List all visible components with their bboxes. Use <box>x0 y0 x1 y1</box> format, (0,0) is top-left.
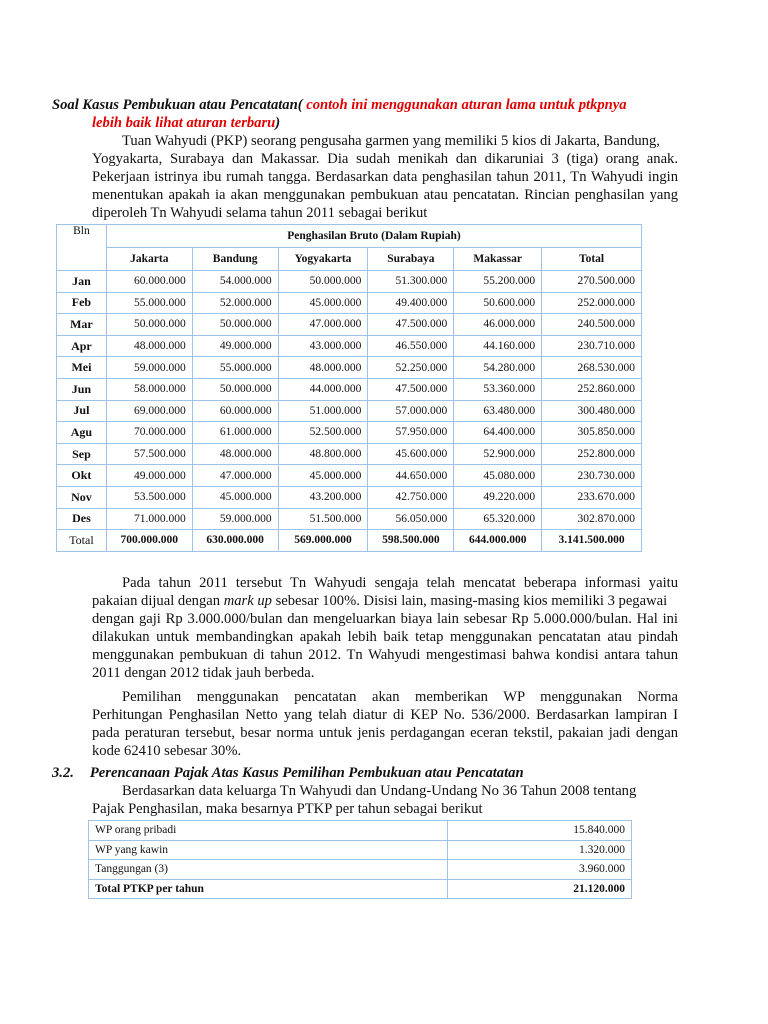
para2-l2-post: sebesar 100%. Disisi lain, masing-masing kios memiliki 3 pegawai <box>271 593 668 609</box>
para2-line-4: dilakukan untuk membandingkan apakah lebih baik tetap menggunakan pencatatan atau pindah <box>92 629 678 645</box>
month-cell: Mar <box>57 314 107 336</box>
header-bln: Bln <box>57 225 107 271</box>
value-cell: 45.080.000 <box>454 465 542 487</box>
header-makassar: Makassar <box>454 248 542 271</box>
income-table <box>56 224 642 552</box>
month-cell: Mei <box>57 357 107 379</box>
section-heading <box>52 764 524 782</box>
income-table-subheader-row <box>57 248 642 271</box>
income-table-body <box>57 271 642 552</box>
value-cell: 50.600.000 <box>454 292 542 314</box>
value-cell: 252.000.000 <box>542 292 642 314</box>
value-cell: 53.500.000 <box>106 486 192 508</box>
ptkp-value: 3.960.000 <box>448 860 632 880</box>
value-cell: 50.000.000 <box>278 271 368 293</box>
ptkp-row <box>89 860 632 880</box>
value-cell: 54.000.000 <box>192 271 278 293</box>
value-cell: 45.600.000 <box>368 443 454 465</box>
para3-line-1: Pemilihan menggunakan pencatatan akan memberikan WP menggunakan Norma <box>122 689 678 705</box>
header-jakarta: Jakarta <box>106 248 192 271</box>
value-cell: 54.280.000 <box>454 357 542 379</box>
income-table-row <box>57 335 642 357</box>
section-number: 3.2. <box>52 765 74 781</box>
income-table-row <box>57 443 642 465</box>
header-yogyakarta: Yogyakarta <box>278 248 368 271</box>
value-cell: 49.220.000 <box>454 486 542 508</box>
income-table-row <box>57 357 642 379</box>
value-cell: 48.000.000 <box>192 443 278 465</box>
value-cell: 230.710.000 <box>542 335 642 357</box>
ptkp-row <box>89 840 632 860</box>
para2-l2-pre: pakaian dijual dengan <box>92 593 224 609</box>
heading-note-red: contoh ini menggunakan aturan lama untuk ptkpnya <box>302 97 627 113</box>
value-cell: 233.670.000 <box>542 486 642 508</box>
value-cell: 49.000.000 <box>192 335 278 357</box>
value-cell: 71.000.000 <box>106 508 192 530</box>
value-cell: 52.000.000 <box>192 292 278 314</box>
value-cell: 43.000.000 <box>278 335 368 357</box>
value-cell: 45.000.000 <box>278 465 368 487</box>
month-cell: Jun <box>57 378 107 400</box>
value-cell: 51.300.000 <box>368 271 454 293</box>
value-cell: 46.000.000 <box>454 314 542 336</box>
value-cell: 305.850.000 <box>542 422 642 444</box>
intro-line-2: Yogyakarta, Surabaya dan Makassar. Dia sudah menikah dan dikaruniai 3 (tiga) orang anak. <box>92 151 678 167</box>
value-cell: 44.650.000 <box>368 465 454 487</box>
income-table-row <box>57 378 642 400</box>
value-cell: 302.870.000 <box>542 508 642 530</box>
value-cell: 51.000.000 <box>278 400 368 422</box>
value-cell: 49.000.000 <box>106 465 192 487</box>
ptkp-table-body <box>89 821 632 899</box>
value-cell: 43.200.000 <box>278 486 368 508</box>
value-cell: 48.800.000 <box>278 443 368 465</box>
month-cell: Okt <box>57 465 107 487</box>
value-cell: 69.000.000 <box>106 400 192 422</box>
section-title: Perencanaan Pajak Atas Kasus Pemilihan Pembukuan atau Pencatatan <box>89 765 524 781</box>
income-table-row <box>57 400 642 422</box>
value-cell: 45.000.000 <box>192 486 278 508</box>
value-cell: 240.500.000 <box>542 314 642 336</box>
value-cell: 42.750.000 <box>368 486 454 508</box>
value-cell: 60.000.000 <box>106 271 192 293</box>
value-cell: 52.250.000 <box>368 357 454 379</box>
ptkp-label: Total PTKP per tahun <box>89 879 448 899</box>
value-cell: 644.000.000 <box>454 530 542 552</box>
value-cell: 60.000.000 <box>192 400 278 422</box>
month-cell: Total <box>57 530 107 552</box>
ptkp-label: WP orang pribadi <box>89 821 448 841</box>
value-cell: 64.400.000 <box>454 422 542 444</box>
value-cell: 53.360.000 <box>454 378 542 400</box>
value-cell: 3.141.500.000 <box>542 530 642 552</box>
income-total-row <box>57 530 642 552</box>
value-cell: 59.000.000 <box>192 508 278 530</box>
month-cell: Sep <box>57 443 107 465</box>
value-cell: 65.320.000 <box>454 508 542 530</box>
income-table-row <box>57 486 642 508</box>
month-cell: Jul <box>57 400 107 422</box>
value-cell: 49.400.000 <box>368 292 454 314</box>
value-cell: 61.000.000 <box>192 422 278 444</box>
value-cell: 630.000.000 <box>192 530 278 552</box>
ptkp-table <box>88 820 632 899</box>
value-cell: 230.730.000 <box>542 465 642 487</box>
value-cell: 63.480.000 <box>454 400 542 422</box>
value-cell: 51.500.000 <box>278 508 368 530</box>
value-cell: 47.000.000 <box>278 314 368 336</box>
income-table-row <box>57 292 642 314</box>
value-cell: 268.530.000 <box>542 357 642 379</box>
ptkp-total-row <box>89 879 632 899</box>
value-cell: 44.160.000 <box>454 335 542 357</box>
heading-note-red-2: lebih baik lihat aturan terbaru <box>92 115 276 131</box>
value-cell: 46.550.000 <box>368 335 454 357</box>
income-table-header-row <box>57 225 642 248</box>
value-cell: 300.480.000 <box>542 400 642 422</box>
value-cell: 52.900.000 <box>454 443 542 465</box>
value-cell: 50.000.000 <box>106 314 192 336</box>
para4-line-2: Pajak Penghasilan, maka besarnya PTKP per tahun sebagai berikut <box>92 801 483 817</box>
header-surabaya: Surabaya <box>368 248 454 271</box>
para2-line-5: menggunakan pembukuan di tahun 2012. Tn Wahyudi mengestimasi bahwa kondisi antara tahun <box>92 647 678 663</box>
month-cell: Des <box>57 508 107 530</box>
ptkp-value: 15.840.000 <box>448 821 632 841</box>
value-cell: 47.000.000 <box>192 465 278 487</box>
value-cell: 47.500.000 <box>368 314 454 336</box>
income-table-row <box>57 271 642 293</box>
case-heading <box>52 96 627 114</box>
ptkp-label: Tanggungan (3) <box>89 860 448 880</box>
case-heading-line2 <box>92 114 280 132</box>
ptkp-row <box>89 821 632 841</box>
value-cell: 70.000.000 <box>106 422 192 444</box>
para3-line-2: Perhitungan Penghasilan Netto yang telah diatur di KEP No. 536/2000. Berdasarkan lampiran I <box>92 707 678 723</box>
para2-line-1: Pada tahun 2011 tersebut Tn Wahyudi sengaja telah mencatat beberapa informasi yaitu <box>122 575 678 591</box>
ptkp-value: 1.320.000 <box>448 840 632 860</box>
value-cell: 50.000.000 <box>192 314 278 336</box>
value-cell: 270.500.000 <box>542 271 642 293</box>
para2-line-3: dengan gaji Rp 3.000.000/bulan dan mengeluarkan biaya lain sebesar Rp 5.000.000/bulan. Hal ini <box>92 611 678 627</box>
value-cell: 58.000.000 <box>106 378 192 400</box>
value-cell: 55.200.000 <box>454 271 542 293</box>
value-cell: 47.500.000 <box>368 378 454 400</box>
month-cell: Nov <box>57 486 107 508</box>
month-cell: Feb <box>57 292 107 314</box>
value-cell: 48.000.000 <box>278 357 368 379</box>
intro-line-5: diperoleh Tn Wahyudi selama tahun 2011 sebagai berikut <box>92 205 428 221</box>
income-table-row <box>57 465 642 487</box>
value-cell: 44.000.000 <box>278 378 368 400</box>
value-cell: 55.000.000 <box>192 357 278 379</box>
value-cell: 569.000.000 <box>278 530 368 552</box>
intro-line-4: menentukan apakah ia akan menggunakan pembukuan atau pencatatan. Rincian penghasilan yang <box>92 187 678 203</box>
ptkp-value: 21.120.000 <box>448 879 632 899</box>
para3-line-3: pada peraturan tersebut, besar norma untuk jenis perdagangan eceran tekstil, pakaian jadi dengan <box>92 725 678 741</box>
income-table-row <box>57 508 642 530</box>
value-cell: 598.500.000 <box>368 530 454 552</box>
header-total: Total <box>542 248 642 271</box>
heading-close-paren: ) <box>275 115 281 131</box>
income-table-row <box>57 314 642 336</box>
value-cell: 56.050.000 <box>368 508 454 530</box>
intro-line-1: Tuan Wahyudi (PKP) seorang pengusaha garmen yang memiliki 5 kios di Jakarta, Bandung, <box>122 133 660 149</box>
value-cell: 252.860.000 <box>542 378 642 400</box>
value-cell: 57.950.000 <box>368 422 454 444</box>
value-cell: 57.500.000 <box>106 443 192 465</box>
para2-line-2 <box>92 592 667 610</box>
value-cell: 55.000.000 <box>106 292 192 314</box>
value-cell: 45.000.000 <box>278 292 368 314</box>
value-cell: 252.800.000 <box>542 443 642 465</box>
para2-line-6: 2011 dengan 2012 tidak jauh berbeda. <box>92 665 315 681</box>
header-bandung: Bandung <box>192 248 278 271</box>
value-cell: 700.000.000 <box>106 530 192 552</box>
intro-line-3: Pekerjaan istrinya ibu rumah tangga. Berdasarkan data penghasilan tahun 2011, Tn Wahyudi ingin <box>92 169 678 185</box>
value-cell: 50.000.000 <box>192 378 278 400</box>
month-cell: Jan <box>57 271 107 293</box>
month-cell: Agu <box>57 422 107 444</box>
heading-title: Soal Kasus Pembukuan atau Pencatatan( <box>52 97 303 113</box>
value-cell: 57.000.000 <box>368 400 454 422</box>
income-table-row <box>57 422 642 444</box>
para2-l2-italic: mark up <box>223 593 272 609</box>
value-cell: 52.500.000 <box>278 422 368 444</box>
para3-line-4: kode 62410 sebesar 30%. <box>92 743 242 759</box>
value-cell: 59.000.000 <box>106 357 192 379</box>
ptkp-label: WP yang kawin <box>89 840 448 860</box>
para4-line-1: Berdasarkan data keluarga Tn Wahyudi dan Undang-Undang No 36 Tahun 2008 tentang <box>122 783 637 799</box>
header-group: Penghasilan Bruto (Dalam Rupiah) <box>106 225 641 248</box>
month-cell: Apr <box>57 335 107 357</box>
value-cell: 48.000.000 <box>106 335 192 357</box>
